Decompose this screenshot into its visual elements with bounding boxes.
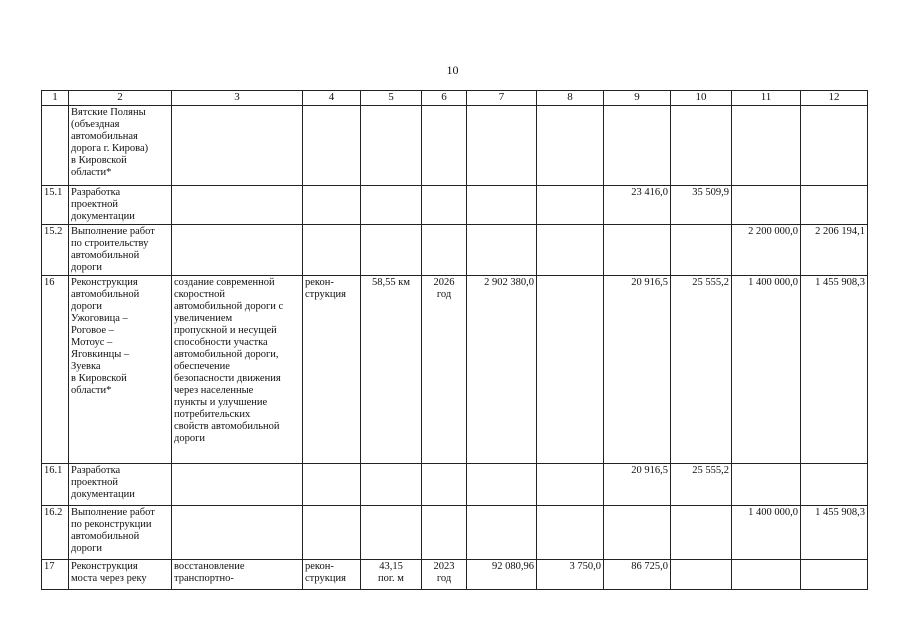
col10-value-cell: [671, 506, 732, 560]
cell-line: в Кировской: [71, 373, 127, 384]
row-number-cell: 17: [42, 560, 69, 590]
purpose-cell: [172, 186, 303, 225]
cell-line: рекон-: [305, 561, 334, 572]
column-number-row: [42, 91, 868, 106]
completion-year-cell: [422, 186, 467, 225]
cell-line: пог. м: [378, 573, 404, 584]
work-type-cell: [303, 464, 361, 506]
object-name-cell: [69, 186, 172, 225]
row-number-cell: [42, 106, 69, 186]
cell-line: дороги: [71, 262, 103, 273]
object-name-cell: [69, 106, 172, 186]
cell-line: проектной: [71, 477, 118, 488]
purpose-cell: [172, 464, 303, 506]
col10-value-cell: [671, 106, 732, 186]
estimated-cost-cell: [467, 186, 537, 225]
col8-value-cell: [537, 186, 604, 225]
cell-line: пропускной и несущей: [174, 325, 277, 336]
table-row: [42, 106, 868, 186]
col9-value-cell: [604, 506, 671, 560]
cell-line: автомобильной: [71, 250, 140, 261]
estimated-cost-cell: 92 080,96: [467, 560, 537, 590]
table-row: [42, 186, 868, 225]
cell-line: способности участка: [174, 337, 268, 348]
header-cell: 1: [42, 91, 69, 106]
cell-line: 58,55 км: [372, 277, 410, 288]
cell-line: Выполнение работ: [71, 226, 155, 237]
table-row: [42, 506, 868, 560]
cell-line: транспортно-: [174, 573, 234, 584]
cell-line: Разработка: [71, 465, 121, 476]
capacity-cell: [361, 276, 422, 464]
col11-value-cell: [732, 106, 801, 186]
header-cell: 5: [361, 91, 422, 106]
cell-line: скоростной: [174, 289, 225, 300]
header-cell: 7: [467, 91, 537, 106]
col10-value-cell: [671, 225, 732, 276]
cell-line: год: [436, 573, 452, 584]
row-number-cell: 15.1: [42, 186, 69, 225]
col9-value-cell: [604, 225, 671, 276]
cell-line: по строительству: [71, 238, 149, 249]
purpose-cell: [172, 506, 303, 560]
cell-line: 2026: [433, 277, 455, 288]
cell-line: струкция: [305, 573, 346, 584]
object-name-cell: [69, 506, 172, 560]
completion-year-cell: [422, 225, 467, 276]
purpose-cell: [172, 276, 303, 464]
col12-value-cell: [801, 186, 868, 225]
cell-line: обеспечение: [174, 361, 230, 372]
capacity-cell: [361, 186, 422, 225]
cell-line: Роговое –: [71, 325, 114, 336]
cell-line: Вятские Поляны: [71, 107, 146, 118]
col11-value-cell: [732, 560, 801, 590]
object-name-cell: [69, 276, 172, 464]
estimated-cost-cell: [467, 106, 537, 186]
estimated-cost-cell: [467, 464, 537, 506]
cell-line: автомобильной дороги с: [174, 301, 284, 312]
col8-value-cell: 3 750,0: [537, 560, 604, 590]
row-number-cell: 16.2: [42, 506, 69, 560]
row-number-cell: 15.2: [42, 225, 69, 276]
header-cell: 4: [303, 91, 361, 106]
cell-line: области*: [71, 385, 112, 396]
cell-line: дорога г. Кирова): [71, 143, 149, 154]
cell-line: пункты и улучшение: [174, 397, 268, 408]
capacity-cell: [361, 106, 422, 186]
cell-line: области*: [71, 167, 112, 178]
col11-value-cell: 1 400 000,0: [732, 276, 801, 464]
header-cell: 6: [422, 91, 467, 106]
col8-value-cell: [537, 506, 604, 560]
cell-line: 43,15: [379, 561, 403, 572]
header-cell: 3: [172, 91, 303, 106]
col9-value-cell: 20 916,5: [604, 276, 671, 464]
col12-value-cell: [801, 560, 868, 590]
table-row: [42, 464, 868, 506]
cell-line: год: [436, 289, 452, 300]
capacity-cell: [361, 225, 422, 276]
col10-value-cell: 35 509,9: [671, 186, 732, 225]
col10-value-cell: 25 555,2: [671, 464, 732, 506]
completion-year-cell: [422, 464, 467, 506]
col12-value-cell: 1 455 908,3: [801, 506, 868, 560]
cell-line: создание современной: [174, 277, 275, 288]
object-name-cell: [69, 560, 172, 590]
cell-line: увеличением: [174, 313, 233, 324]
col12-value-cell: [801, 464, 868, 506]
col11-value-cell: [732, 186, 801, 225]
col9-value-cell: 23 416,0: [604, 186, 671, 225]
header-cell: 10: [671, 91, 732, 106]
purpose-cell: [172, 106, 303, 186]
cell-line: дороги: [71, 543, 103, 554]
capacity-cell: [361, 464, 422, 506]
col12-value-cell: 2 206 194,1: [801, 225, 868, 276]
col9-value-cell: 86 725,0: [604, 560, 671, 590]
cell-line: Выполнение работ: [71, 507, 155, 518]
row-number-cell: 16: [42, 276, 69, 464]
cell-line: проектной: [71, 199, 118, 210]
cell-line: свойств автомобильной: [174, 421, 280, 432]
cell-line: Мотоус –: [71, 337, 113, 348]
estimated-cost-cell: [467, 225, 537, 276]
col10-value-cell: [671, 560, 732, 590]
object-name-cell: [69, 225, 172, 276]
cell-line: рекон-: [305, 277, 334, 288]
cell-line: Ужоговица –: [71, 313, 128, 324]
header-cell: 12: [801, 91, 868, 106]
col11-value-cell: 1 400 000,0: [732, 506, 801, 560]
completion-year-cell: [422, 106, 467, 186]
work-type-cell: [303, 106, 361, 186]
purpose-cell: [172, 225, 303, 276]
col8-value-cell: [537, 276, 604, 464]
header-cell: 8: [537, 91, 604, 106]
cell-line: безопасности движения: [174, 373, 281, 384]
table-row: [42, 276, 868, 464]
completion-year-cell: [422, 560, 467, 590]
purpose-cell: [172, 560, 303, 590]
cell-line: (объездная: [71, 119, 120, 130]
cell-line: автомобильной: [71, 289, 140, 300]
col11-value-cell: 2 200 000,0: [732, 225, 801, 276]
work-type-cell: [303, 560, 361, 590]
cell-line: 2023: [433, 561, 455, 572]
cell-line: струкция: [305, 289, 346, 300]
estimated-cost-cell: 2 902 380,0: [467, 276, 537, 464]
work-type-cell: [303, 506, 361, 560]
col11-value-cell: [732, 464, 801, 506]
work-type-cell: [303, 276, 361, 464]
col8-value-cell: [537, 106, 604, 186]
cell-line: потребительских: [174, 409, 251, 420]
cell-line: документации: [71, 211, 135, 222]
cell-line: Реконструкция: [71, 561, 138, 572]
cell-line: по реконструкции: [71, 519, 152, 530]
cell-line: через населенные: [174, 385, 254, 396]
cell-line: дороги: [71, 301, 103, 312]
completion-year-cell: [422, 506, 467, 560]
estimated-cost-cell: [467, 506, 537, 560]
object-name-cell: [69, 464, 172, 506]
header-cell: 11: [732, 91, 801, 106]
completion-year-cell: [422, 276, 467, 464]
col12-value-cell: 1 455 908,3: [801, 276, 868, 464]
capacity-cell: [361, 560, 422, 590]
header-cell: 9: [604, 91, 671, 106]
cell-line: дороги: [174, 433, 206, 444]
cell-line: восстановление: [174, 561, 245, 572]
program-table: [41, 90, 868, 590]
table-row: [42, 560, 868, 590]
cell-line: моста через реку: [71, 573, 147, 584]
cell-line: автомобильной: [71, 531, 140, 542]
work-type-cell: [303, 186, 361, 225]
capacity-cell: [361, 506, 422, 560]
cell-line: Яговкинцы –: [71, 349, 130, 360]
col8-value-cell: [537, 225, 604, 276]
table-row: [42, 225, 868, 276]
row-number-cell: 16.1: [42, 464, 69, 506]
cell-line: автомобильной дороги,: [174, 349, 279, 360]
col9-value-cell: 20 916,5: [604, 464, 671, 506]
cell-line: документации: [71, 489, 135, 500]
cell-line: Зуевка: [71, 361, 101, 372]
page-number: 10: [446, 63, 459, 77]
col8-value-cell: [537, 464, 604, 506]
header-cell: 2: [69, 91, 172, 106]
col12-value-cell: [801, 106, 868, 186]
cell-line: Реконструкция: [71, 277, 138, 288]
col9-value-cell: [604, 106, 671, 186]
cell-line: Разработка: [71, 187, 121, 198]
col10-value-cell: 25 555,2: [671, 276, 732, 464]
cell-line: автомобильная: [71, 131, 138, 142]
cell-line: в Кировской: [71, 155, 127, 166]
work-type-cell: [303, 225, 361, 276]
